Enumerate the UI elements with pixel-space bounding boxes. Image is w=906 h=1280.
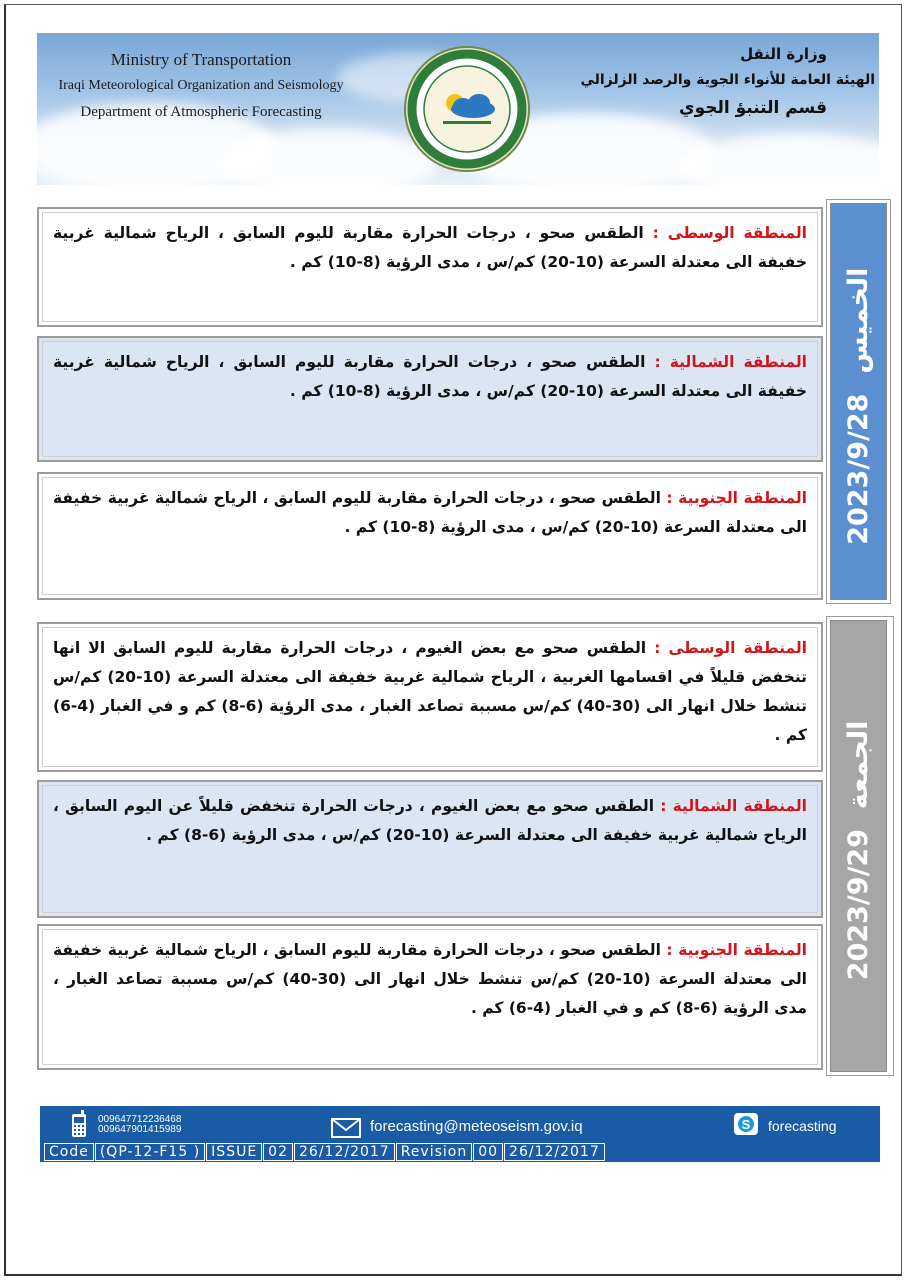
- department-name-en: Department of Atmospheric Forecasting: [80, 104, 322, 120]
- region-forecast: الطقس صحو ، درجات الحرارة مقاربة لليوم السابق ، الرياح شمالية غربية خفيفة الى معتدلة السرعة (10-20) كم/س ، مدى الرؤية (8-10) كم .: [53, 489, 807, 536]
- organization-name-ar: الهيئة العامة للأنواء الجوية والرصد الزلزالي: [580, 72, 875, 88]
- date-friday: 2023/9/29: [843, 829, 874, 981]
- region-south-day2: [37, 924, 823, 1070]
- region-forecast: الطقس صحو ، درجات الحرارة مقاربة لليوم السابق ، الرياح شمالية غربية خفيفة الى معتدلة السرعة (10-20) كم/س ، مدى الرؤية (8-10) كم .: [53, 353, 807, 400]
- phone-icon: [70, 1110, 88, 1138]
- organization-name-en: Iraqi Meteorological Organization and Seismology: [58, 78, 344, 93]
- issue-date: 26/12/2017: [294, 1143, 395, 1161]
- logo-emblem: [403, 45, 531, 173]
- skype-icon: [734, 1113, 758, 1135]
- region-name: المنطقة الشمالية :: [654, 353, 807, 371]
- date-bar-thursday: [830, 203, 887, 600]
- svg-text:S: S: [741, 1117, 751, 1132]
- skype-username: forecasting: [768, 1118, 837, 1134]
- mail-icon: [331, 1118, 361, 1138]
- email-address[interactable]: forecasting@meteoseism.gov.iq: [370, 1118, 583, 1135]
- department-name-ar: قسم التنبؤ الجوي: [679, 98, 827, 118]
- phone-numbers: [98, 1115, 181, 1135]
- region-name: المنطقة الوسطى :: [654, 639, 807, 657]
- phone-number-1: 009647712236468: [98, 1114, 182, 1125]
- phone-number-2: 009647901415989: [98, 1124, 182, 1135]
- issue-label: ISSUE: [206, 1143, 262, 1161]
- region-forecast: الطقس صحو مع بعض الغيوم ، درجات الحرارة تنخفض قليلاً عن اليوم السابق ، الرياح شمالية غربية خفيفة الى معتدلة السرعة (10-20) كم/س ، مدى الرؤية (6-8) كم .: [53, 797, 807, 844]
- region-south-day1: [37, 472, 823, 600]
- region-north-day1: [37, 336, 823, 462]
- region-central-day2: [37, 622, 823, 772]
- document-control-bar: [40, 1142, 880, 1162]
- region-name: المنطقة الوسطى :: [652, 224, 807, 242]
- day-name-thursday: 2023/9/28: [843, 393, 874, 545]
- revision-label: Revision: [396, 1143, 473, 1161]
- issue-value: 02: [263, 1143, 293, 1161]
- code-value: (QP-12-F15 ): [95, 1143, 205, 1161]
- header-english: [51, 47, 351, 125]
- revision-value: 00: [473, 1143, 503, 1161]
- date-label-thursday: [843, 258, 874, 545]
- ministry-name-en: Ministry of Transportation: [110, 50, 292, 69]
- region-central-day1: [37, 207, 823, 327]
- region-forecast: الطقس صحو ، درجات الحرارة مقاربة لليوم السابق ، الرياح شمالية غربية خفيفة الى معتدلة السرعة (10-20) كم/س ، مدى الرؤية (8-10) كم .: [53, 224, 807, 271]
- header-banner: [37, 33, 879, 185]
- region-name: المنطقة الجنوبية :: [666, 489, 807, 507]
- region-forecast: الطقس صحو ، درجات الحرارة مقاربة لليوم السابق ، الرياح شمالية غربية خفيفة الى معتدلة السرعة (10-20) كم/س تنشط خلال انهار الى (30-40) كم/س مسببة تصاعد الغبار ، مدى الرؤية (6-8) كم و في الغبار (4-6) كم .: [53, 941, 807, 1017]
- header-arabic: [580, 41, 875, 123]
- date-label-friday: [843, 711, 874, 980]
- region-forecast: الطقس صحو مع بعض الغيوم ، درجات الحرارة مقاربة لليوم السابق الا انها تنخفض قليلاً في اقسامها الغربية ، الرياح شمالية غربية خفيفة الى معتدلة السرعة (10-20) كم/س تنشط خلال انهار الى (30-40) كم/س مسببة تصاعد الغبار ، مدى الرؤية (6-8) كم و في الغبار (4-6) كم .: [53, 639, 807, 744]
- region-name: المنطقة الجنوبية :: [666, 941, 807, 959]
- date-thursday: الخميس: [843, 268, 874, 375]
- day-name-friday: الجمعة: [843, 721, 874, 810]
- date-bar-friday: [830, 620, 887, 1072]
- ministry-name-ar: وزارة النقل: [740, 45, 827, 63]
- footer-contact: [40, 1106, 880, 1142]
- revision-date: 26/12/2017: [504, 1143, 605, 1161]
- region-name: المنطقة الشمالية :: [660, 797, 807, 815]
- code-label: Code: [44, 1143, 94, 1161]
- region-north-day2: [37, 780, 823, 918]
